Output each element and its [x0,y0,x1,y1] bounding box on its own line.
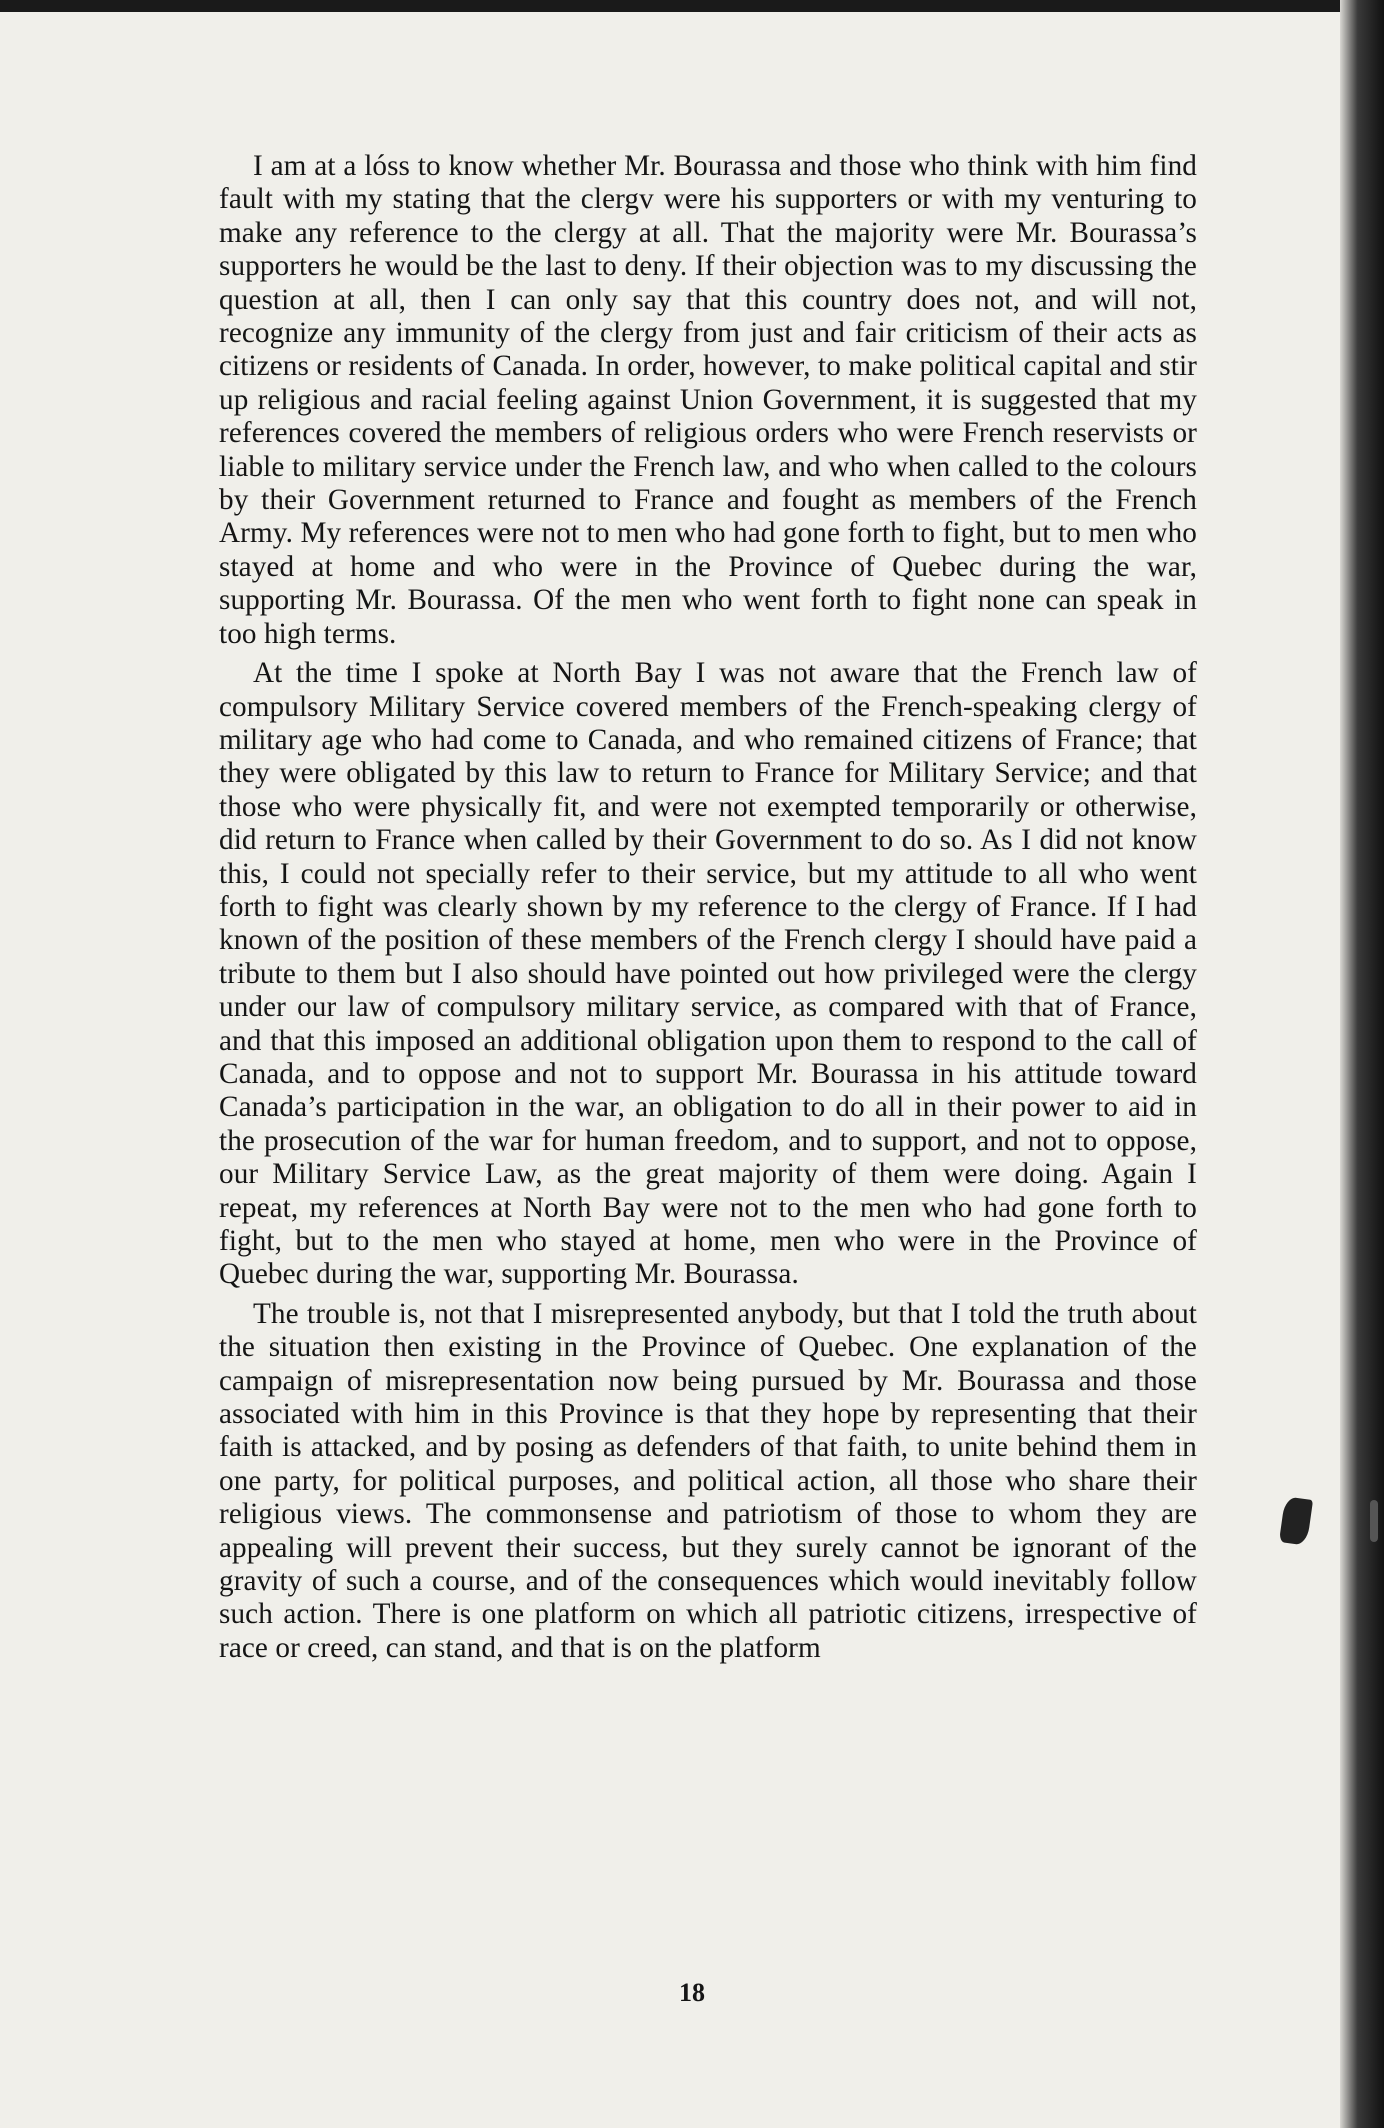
paragraph: I am at a lóss to know whether Mr. Bourassa and those who think with him find fault with my stating that the clergv were his supporters or with my venturing to make any reference to the clergy at all. That the majority were Mr. Bourassa’s supporters he would be the last to deny. If their objection was to my discussing the question at all, then I can only say that this country does not, and will not, recognize any immunity of the clergy from just and fair criticism of their acts as citizens or residents of Canada. In order, however, to make political capital and stir up religious and racial feeling against Union Government, it is suggested that my references covered the members of religious orders who were French reservists or liable to military service under the French law, and who when called to the colours by their Government returned to France and fought as members of the French Army. My references were not to men who had gone forth to fight, but to men who stayed at home and who were in the Province of Quebec during the war, supporting Mr. Bourassa. Of the men who went forth to fight none can speak in too high terms. [219,150,1197,650]
scan-artifact-mark [1370,1500,1378,1542]
page-number: 18 [679,1978,705,2007]
body-text [219,150,1197,1671]
paragraph: The trouble is, not that I misrepresented anybody, but that I told the truth about the situation then existing in the Province of Quebec. One explanation of the campaign of misrepresentation now being pursued by Mr. Bourassa and those associated with him in this Province is that they hope by representing that their faith is attacked, and by posing as defenders of that faith, to unite behind them in one party, for political purposes, and political action, all those who share their religious views. The commonsense and patriotism of those to whom they are appealing will prevent their success, but they surely cannot be ignorant of the gravity of such a course, and of the consequences which would inevitably follow such action. There is one platform on which all patriotic citizens, irrespective of race or creed, can stand, and that is on the platform [219,1297,1197,1664]
page-binding-edge [1340,0,1384,2128]
paragraph: At the time I spoke at North Bay I was not aware that the French law of compulsory Military Service covered members of the French-speaking clergy of military age who had come to Canada, and who remained citizens of France; that they were obligated by this law to return to France for Military Service; and that those who were physically fit, and were not exempted temporarily or otherwise, did return to France when called by their Government to do so. As I did not know this, I could not specially refer to their service, but my attitude to all who went forth to fight was clearly shown by my reference to the clergy of France. If I had known of the position of these members of the French clergy I should have paid a tribute to them but I also should have pointed out how privileged were the clergy under our law of compulsory military service, as compared with that of France, and that this imposed an additional obligation upon them to respond to the call of Canada, and to oppose and not to support Mr. Bourassa in his attitude toward Canada’s participation in the war, an obligation to do all in their power to aid in the prosecution of the war for human freedom, and to support, and not to oppose, our Military Service Law, as the great majority of them were doing. Again I repeat, my references at North Bay were not to the men who had gone forth to fight, but to the men who stayed at home, men who were in the Province of Quebec during the war, supporting Mr. Bourassa. [219,657,1197,1291]
